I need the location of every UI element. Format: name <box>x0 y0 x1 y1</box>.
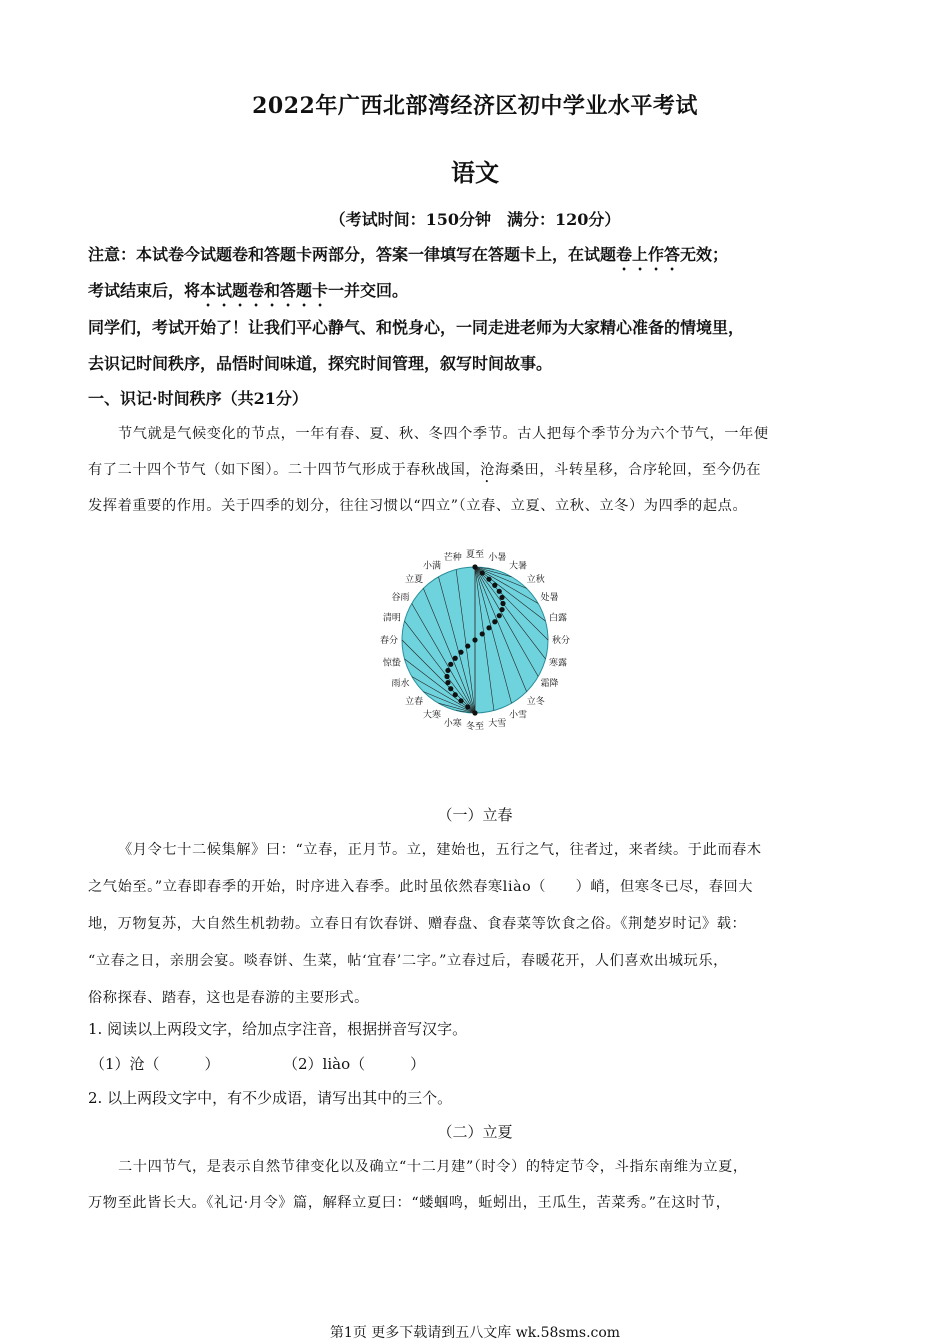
paragraph-line <box>88 459 868 486</box>
part-heading: （一）立春 <box>437 806 513 824</box>
section-heading: 一、识记·时间秩序（共21分） <box>88 389 308 408</box>
curve-dot <box>472 637 477 642</box>
curve-dot <box>499 607 504 612</box>
notice-dotted-text: 卷上作答 <box>616 245 681 264</box>
curve-dot <box>480 631 485 636</box>
curve-dot <box>445 668 450 673</box>
paragraph-line: 万物至此皆长大。《礼记·月令》篇，解释立夏曰：“蝼蝈鸣，蚯蚓出，王瓜生，苦菜秀。”在这时节， <box>88 1195 731 1211</box>
paragraph-line: 俗称探春、踏春，这也是春游的主要形式。 <box>88 990 369 1006</box>
paragraph-text: 海桑田，斗转星移，合序轮回，至今仍在 <box>494 462 762 478</box>
paragraph-line: 之气始至。”立春即春季的开始，时序进入春季。此时虽依然春寒liào（ ）峭，但寒冬已尽，春回大 <box>88 879 754 895</box>
solar-term-label: 寒露 <box>549 658 568 669</box>
subject-title: 语文 <box>451 158 499 187</box>
solar-term-label: 小寒 <box>443 719 462 730</box>
curve-dot <box>486 577 491 582</box>
curve-dot <box>465 704 470 709</box>
curve-dot <box>444 674 449 679</box>
paragraph-line: 二十四节气，是表示自然节律变化以及确立“十二月建”（时令）的特定节令，斗指东南维为立夏， <box>118 1159 748 1175</box>
solar-term-label: 惊蛰 <box>382 658 401 669</box>
curve-dot <box>453 656 458 661</box>
notice-text: 考试结束后，将 <box>88 281 201 300</box>
solar-term-label: 谷雨 <box>391 593 410 603</box>
solar-terms-wheel-diagram <box>355 540 595 740</box>
solar-term-label: 冬至 <box>465 722 485 732</box>
paragraph-text: 有了二十四个节气（如下图）。二十四节气形成于春秋战国， <box>88 462 481 478</box>
curve-dot <box>492 583 497 588</box>
notice-text: 一并交回。 <box>328 281 409 300</box>
solar-term-label: 小满 <box>422 561 442 572</box>
exam-info: （考试时间：150分钟 满分：120分） <box>329 210 621 229</box>
curve-dot <box>486 625 491 630</box>
solar-term-label: 秋分 <box>551 636 571 646</box>
curve-dot <box>499 595 504 600</box>
solar-term-label: 大暑 <box>508 561 528 572</box>
curve-dot <box>448 662 453 667</box>
curve-dot <box>458 650 463 655</box>
solar-term-label: 小雪 <box>508 710 528 721</box>
notice-text: 注意：本试卷今试题卷和答题卡两部分，答案一律填写在答题卡上，在试题 <box>88 245 617 264</box>
curve-dot <box>492 619 497 624</box>
solar-term-label: 立秋 <box>526 575 545 586</box>
curve-dot <box>445 680 450 685</box>
curve-dot <box>472 564 477 569</box>
curve-dot <box>480 570 485 575</box>
solar-term-label: 白露 <box>549 613 568 624</box>
question-1: 1. 阅读以上两段文字，给加点字注音，根据拼音写汉字。 <box>88 1020 468 1038</box>
paragraph-line: 地，万物复苏，大自然生机勃勃。立春日有饮春饼、赠春盘、食春菜等饮食之俗。《荆楚岁时记》载： <box>88 916 747 932</box>
curve-dot <box>497 589 502 594</box>
solar-term-label: 大寒 <box>422 710 442 721</box>
solar-term-label: 霜降 <box>540 679 559 689</box>
notice-dotted-text: 本试题卷和答题卡 <box>200 281 329 300</box>
solar-term-label: 大雪 <box>488 719 507 730</box>
exam-title: 2022年广西北部湾经济区初中学业水平考试 <box>252 93 698 119</box>
part-heading: （二）立夏 <box>437 1123 513 1141</box>
dotted-char: 沧 <box>480 462 495 478</box>
solar-term-label: 处暑 <box>540 593 559 603</box>
solar-term-label: 小暑 <box>488 552 507 563</box>
page-footer: 第1页 更多下载请到五八文库 wk.58sms.com <box>329 1325 621 1341</box>
curve-dot <box>472 710 477 715</box>
curve-dot <box>465 643 470 648</box>
curve-dot <box>458 698 463 703</box>
notice-text: 无效； <box>680 245 729 264</box>
curve-dot <box>448 686 453 691</box>
curve-dot <box>497 613 502 618</box>
intro-line-1: 同学们，考试开始了！让我们平心静气、和悦身心，一同走进老师为大家精心准备的情境里， <box>88 318 745 337</box>
question-1-option-1: （1）沧（ ） <box>90 1055 220 1073</box>
paragraph-line: 《月令七十二候集解》曰：“立春，正月节。立，建始也，五行之气，往者过，来者续。于此而春木 <box>118 842 762 858</box>
paragraph-line: 发挥着重要的作用。关于四季的划分，往往习惯以“四立”（立春、立夏、立秋、立冬）为四季的起点。 <box>88 498 748 514</box>
solar-term-label: 春分 <box>379 636 399 646</box>
notice-line-1 <box>88 242 868 274</box>
notice-line-2 <box>88 278 868 310</box>
curve-dot <box>500 601 505 606</box>
solar-term-label: 立夏 <box>405 575 424 586</box>
solar-term-label: 芒种 <box>443 552 462 563</box>
solar-term-label: 立春 <box>405 696 424 707</box>
paragraph-line: “立春之日，亲朋会宴。啖春饼、生菜，帖‘宜春’二字。”立春过后，春暖花开，人们喜欢出城玩乐， <box>88 953 728 969</box>
paragraph-line: 节气就是气候变化的节点，一年有春、夏、秋、冬四个季节。古人把每个季节分为六个节气，一年便 <box>118 426 769 442</box>
solar-term-label: 夏至 <box>465 550 485 560</box>
intro-line-2: 去识记时间秩序，品悟时间味道，探究时间管理，叙写时间故事。 <box>88 354 553 373</box>
curve-dot <box>453 692 458 697</box>
question-2: 2. 以上两段文字中，有不少成语，请写出其中的三个。 <box>88 1089 453 1107</box>
question-1-option-2: （2）liào（ ） <box>283 1055 426 1073</box>
solar-term-label: 立冬 <box>526 696 545 707</box>
solar-term-label: 清明 <box>382 613 401 624</box>
solar-term-label: 雨水 <box>391 679 410 689</box>
